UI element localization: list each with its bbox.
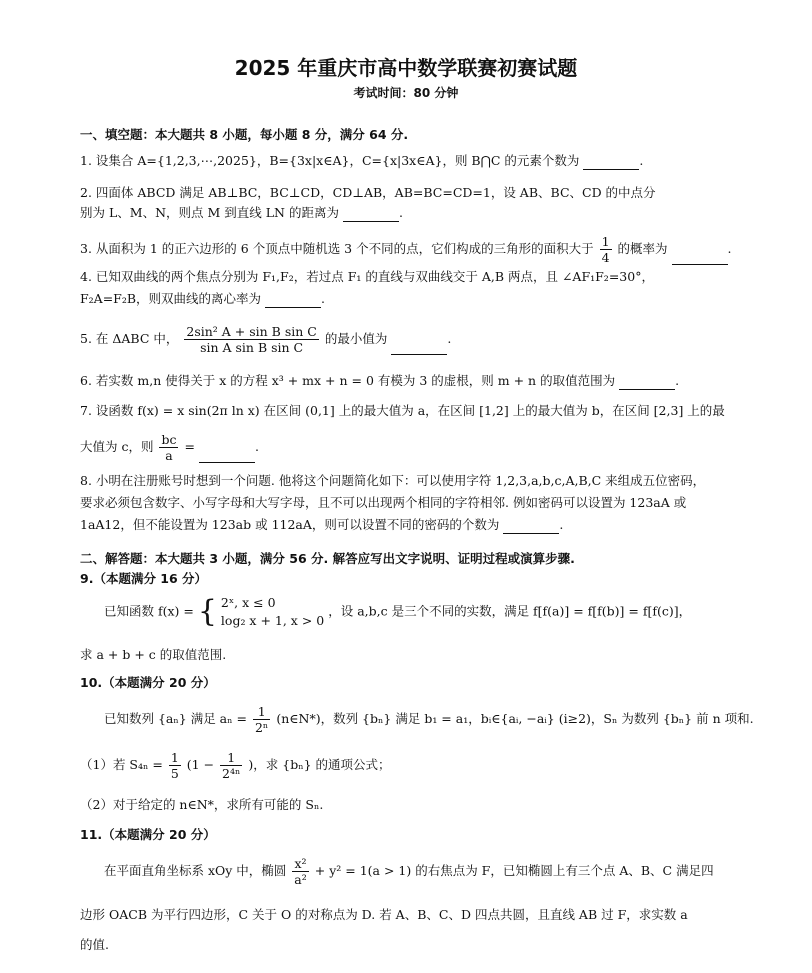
fraction: [253, 704, 270, 735]
fraction: [600, 234, 612, 265]
question-10-part-1: [80, 750, 391, 781]
question-10-heading: 10.（本题满分 20 分）: [80, 675, 216, 690]
fraction: [292, 856, 308, 887]
fraction-denominator: 2ⁿ: [254, 720, 269, 735]
question-10-part-2: （2）对于给定的 n∈N*，求所有可能的 Sₙ.: [80, 797, 324, 812]
question-11-body: [104, 856, 714, 887]
question-1: 1. 设集合 A={1,2,3,⋯,2025}，B={3x|x∈A}，C={x|3x∈A}，则 B⋂C 的元素个数为 .: [80, 153, 644, 168]
question-2-line-1: 2. 四面体 ABCD 满足 AB⊥BC，BC⊥CD，CD⊥AB，AB=BC=CD=1，设 AB、BC、CD 的中点分: [80, 185, 656, 200]
question-10-text: 已知数列 {aₙ} 满足 aₙ =: [104, 711, 247, 726]
question-10-body: [104, 704, 754, 735]
question-11-text: 在平面直角坐标系 xOy 中，椭圆: [104, 863, 287, 878]
fraction-numerator: 1: [220, 750, 242, 766]
fraction-denominator: a: [165, 448, 173, 463]
answer-blank: [672, 250, 728, 265]
question-5-text-end: 的最小值为: [324, 331, 388, 346]
answer-blank: [391, 340, 447, 355]
answer-blank: [199, 448, 255, 463]
fraction-denominator: a²: [294, 872, 307, 887]
question-11-line-2: 边形 OACB 为平行四边形，C 关于 O 的对称点为 D. 若 A、B、C、D 四点共圆，且直线 AB 过 F，求实数 a: [80, 907, 688, 922]
fraction: [184, 324, 318, 355]
fraction-numerator: 1: [253, 704, 270, 720]
question-9-heading: 9.（本题满分 16 分）: [80, 571, 208, 586]
question-6: 6. 若实数 m,n 使得关于 x 的方程 x³ + mx + n = 0 有模为 3 的虚根，则 m + n 的取值范围为 .: [80, 373, 680, 388]
question-4-line-2: F₂A=F₂B，则双曲线的离心率为 .: [80, 291, 326, 306]
question-9-ask: 求 a + b + c 的取值范围.: [80, 647, 227, 662]
question-5: 5. 在 ΔABC 中， $\frac{\text{2sin² A + sin B sin C}}{\text{sin A sin B sin C}}$ 的最小值为 .: [80, 324, 452, 355]
page-title: 2025 年重庆市高中数学联赛初赛试题: [234, 56, 578, 80]
fraction-numerator: bc: [161, 432, 177, 447]
answer-blank: [583, 155, 639, 170]
question-9-function: 已知函数 f(x) =: [104, 603, 194, 619]
fraction: [220, 750, 242, 781]
question-7-text: 大值为 c，则: [80, 439, 154, 454]
fraction-denominator: 2⁴ⁿ: [222, 766, 241, 781]
question-5-text: 5. 在 ΔABC 中，: [80, 331, 179, 346]
question-11-heading: 11.（本题满分 20 分）: [80, 827, 216, 842]
question-2-text: 别为 L、M、N，则点 M 到直线 LN 的距离为: [80, 205, 339, 220]
piecewise-cases: [221, 594, 324, 630]
fraction: [159, 432, 178, 463]
answer-blank: [265, 293, 321, 308]
fraction-denominator: sin A sin B sin C: [200, 340, 304, 355]
question-3-text: 3. 从面积为 1 的正六边形的 6 个顶点中随机选 3 个不同的点，它们构成的三角形的面积大于: [80, 241, 594, 256]
fraction-numerator: 1: [601, 234, 610, 249]
question-4-line-1: 4. 已知双曲线的两个焦点分别为 F₁,F₂，若过点 F₁ 的直线与双曲线交于 A,B 两点，且 ∠AF₁F₂=30°，: [80, 269, 654, 284]
question-6-text: 6. 若实数 m,n 使得关于 x 的方程 x³ + mx + n = 0 有模为 3 的虚根，则 m + n 的取值范围为: [80, 373, 616, 388]
question-7-line-2: 大值为 c，则 $\frac{bc}{a}$ = .: [80, 432, 259, 463]
question-8-line-3: 1aA12，但不能设置为 123ab 或 112aA，则可以设置不同的密码的个数为 .: [80, 517, 564, 532]
question-8-line-2: 要求必须包含数字、小写字母和大写字母，且不可以出现两个相同的字符相邻. 例如密码可以设置为 123aA 或: [80, 495, 687, 510]
question-8-line-1: 8. 小明在注册账号时想到一个问题. 他将这个问题简化如下：可以使用字符 1,2,3,a,b,c,A,B,C 来组成五位密码，: [80, 473, 706, 488]
fraction-numerator: 2sin² A + sin B sin C: [186, 324, 317, 339]
section-heading-solutions: 二、解答题：本大题共 3 小题，满分 56 分. 解答应写出文字说明、证明过程或演算步骤.: [80, 551, 575, 566]
part-1-text: （1）若 S₄ₙ =: [80, 757, 163, 772]
fraction-denominator: 4: [601, 250, 610, 265]
case-1: 2ˣ, x ≤ 0: [220, 595, 276, 610]
piecewise-brace: {: [197, 594, 217, 629]
question-3-text-end: 的概率为: [617, 241, 668, 256]
question-3: 3. 从面积为 1 的正六边形的 6 个顶点中随机选 3 个不同的点，它们构成的三角形的面积大于 $\frac{1}{4}$ 的概率为 .: [80, 234, 732, 265]
answer-blank: [503, 519, 559, 534]
question-11-line-3: 的值.: [80, 937, 109, 952]
answer-blank: [343, 207, 399, 222]
question-1-text: 1. 设集合 A={1,2,3,⋯,2025}，B={3x|x∈A}，C={x|3x∈A}，则 B⋂C 的元素个数为: [80, 153, 580, 168]
question-11-text-end: + y² = 1(a > 1) 的右焦点为 F，已知椭圆上有三个点 A、B、C 满足四: [314, 863, 714, 878]
fraction-numerator: 1: [170, 750, 179, 765]
question-9-body: [104, 594, 691, 630]
equals-sign: =: [184, 439, 195, 454]
fraction-denominator: 5: [170, 766, 179, 781]
fraction-numerator: x²: [292, 856, 308, 872]
answer-blank: [619, 375, 675, 390]
exam-duration: 考试时间：80 分钟: [353, 86, 459, 100]
part-1-text-end: )，求 {bₙ} 的通项公式；: [248, 757, 391, 772]
question-4-text: F₂A=F₂B，则双曲线的离心率为: [80, 291, 262, 306]
question-8-text: 1aA12，但不能设置为 123ab 或 112aA，则可以设置不同的密码的个数为: [80, 517, 500, 532]
question-7-line-1: 7. 设函数 f(x) = x sin(2π ln x) 在区间 (0,1] 上的最大值为 a，在区间 [1,2] 上的最大值为 b，在区间 [2,3] 上的最: [80, 403, 725, 418]
case-2: log₂ x + 1, x > 0: [220, 613, 325, 628]
fraction: [169, 750, 181, 781]
question-9-condition: ，设 a,b,c 是三个不同的实数，满足 f[f(a)] = f[f(b)] = f[f(c)]，: [328, 603, 692, 619]
question-10-text-end: (n∈N*)，数列 {bₙ} 满足 b₁ = a₁，bᵢ∈{aᵢ, −aᵢ} (i≥2)，Sₙ 为数列 {bₙ} 前 n 项和.: [276, 711, 754, 726]
part-1-paren: (1 −: [186, 757, 215, 772]
section-heading-fill-in: 一、填空题：本大题共 8 小题，每小题 8 分，满分 64 分.: [80, 127, 409, 142]
question-2-line-2: 别为 L、M、N，则点 M 到直线 LN 的距离为 .: [80, 205, 403, 220]
